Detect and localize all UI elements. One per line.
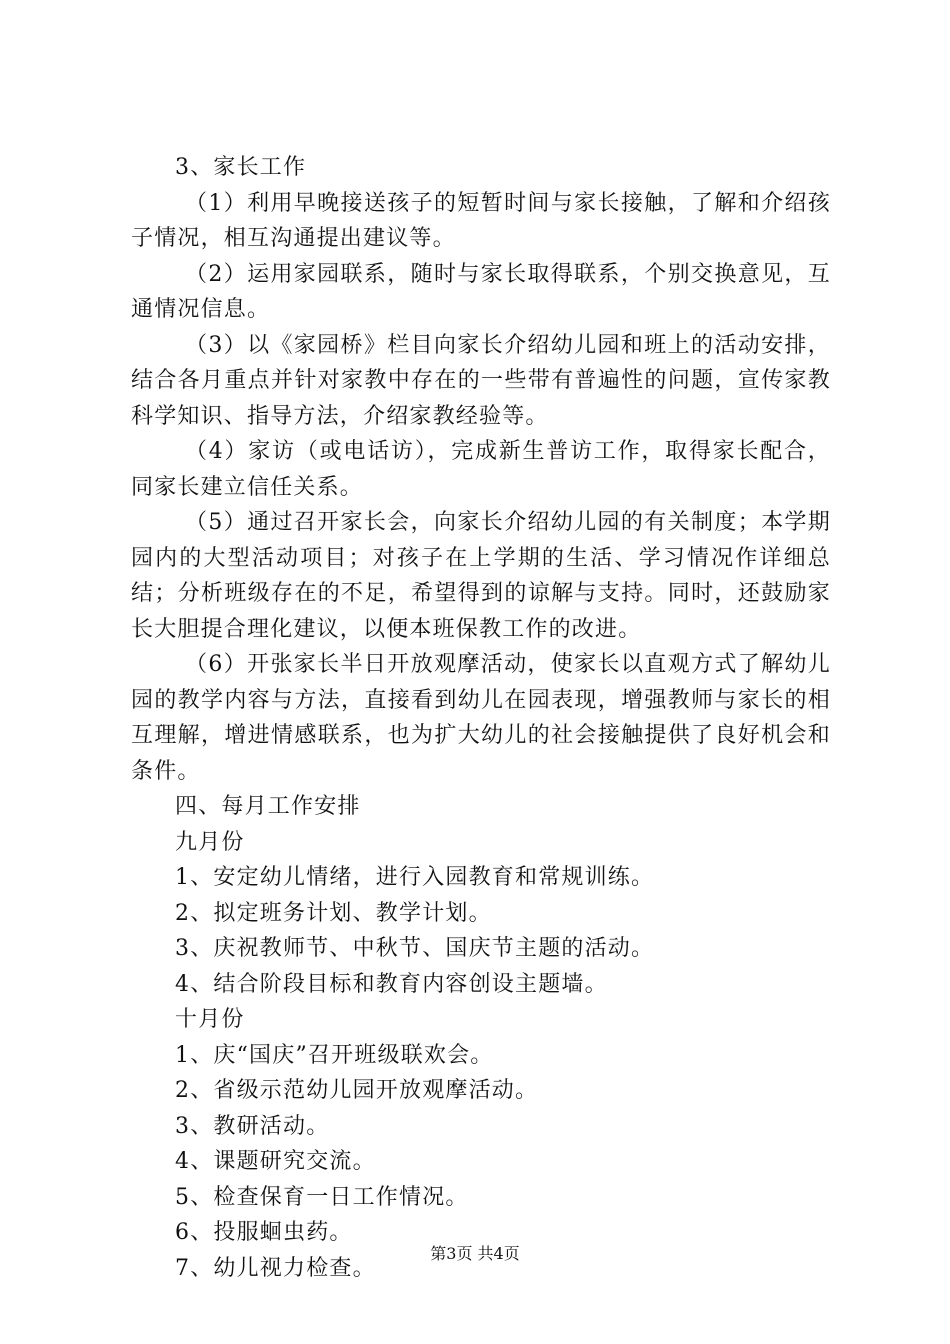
paragraph-1: （1）利用早晚接送孩子的短暂时间与家长接触，了解和介绍孩子情况，相互沟通提出建议等。 (131, 190, 831, 251)
october-title: 十月份 (175, 1007, 245, 1032)
paragraph-6: （6）开张家长半日开放观摩活动，使家长以直观方式了解幼儿园的教学内容与方法，直接看到幼儿在园表现，增强教师与家长的相互理解，增进情感联系，也为扩大幼儿的社会接触提供了良好机会和条件。 (131, 652, 831, 784)
page-footer: 第3页 共4页 (430, 1244, 520, 1263)
october-item-7: 7、幼儿视力检查。 (175, 1255, 376, 1281)
schedule-heading: 四、每月工作安排 (175, 794, 361, 819)
october-item-4: 4、课题研究交流。 (175, 1149, 376, 1174)
paragraph-3: （3）以《家园桥》栏目向家长介绍幼儿园和班上的活动安排，结合各月重点并针对家教中存在的一些带有普遍性的问题，宣传家教科学知识、指导方法，介绍家教经验等。 (131, 332, 831, 429)
october-item-6: 6、投服蛔虫药。 (175, 1220, 353, 1245)
paragraph-4: （4）家访（或电话访），完成新生普访工作，取得家长配合，同家长建立信任关系。 (131, 439, 831, 500)
september-item-1: 1、安定幼儿情绪，进行入园教育和常规训练。 (175, 865, 655, 890)
september-item-3: 3、庆祝教师节、中秋节、国庆节主题的活动。 (175, 936, 655, 961)
paragraph-2: （2）运用家园联系，随时与家长取得联系，个别交换意见，互通情况信息。 (131, 261, 831, 322)
section-heading: 3、家长工作 (175, 155, 307, 180)
september-item-2: 2、拟定班务计划、教学计划。 (175, 900, 492, 926)
october-item-1: 1、庆“国庆”召开班级联欢会。 (175, 1042, 494, 1068)
september-item-4: 4、结合阶段目标和教育内容创设主题墙。 (175, 971, 608, 997)
document-body (131, 150, 831, 1286)
september-title: 九月份 (175, 829, 245, 855)
october-item-3: 3、教研活动。 (175, 1113, 330, 1139)
october-item-5: 5、检查保育一日工作情况。 (175, 1184, 469, 1210)
october-item-2: 2、省级示范幼儿园开放观摩活动。 (175, 1078, 539, 1103)
paragraph-5: （5）通过召开家长会，向家长介绍幼儿园的有关制度；本学期园内的大型活动项目；对孩子在上学期的生活、学习情况作详细总结；分析班级存在的不足，希望得到的谅解与支持。同时，还鼓励家长大胆提合理化建议，以便本班保教工作的改进。 (131, 510, 831, 642)
